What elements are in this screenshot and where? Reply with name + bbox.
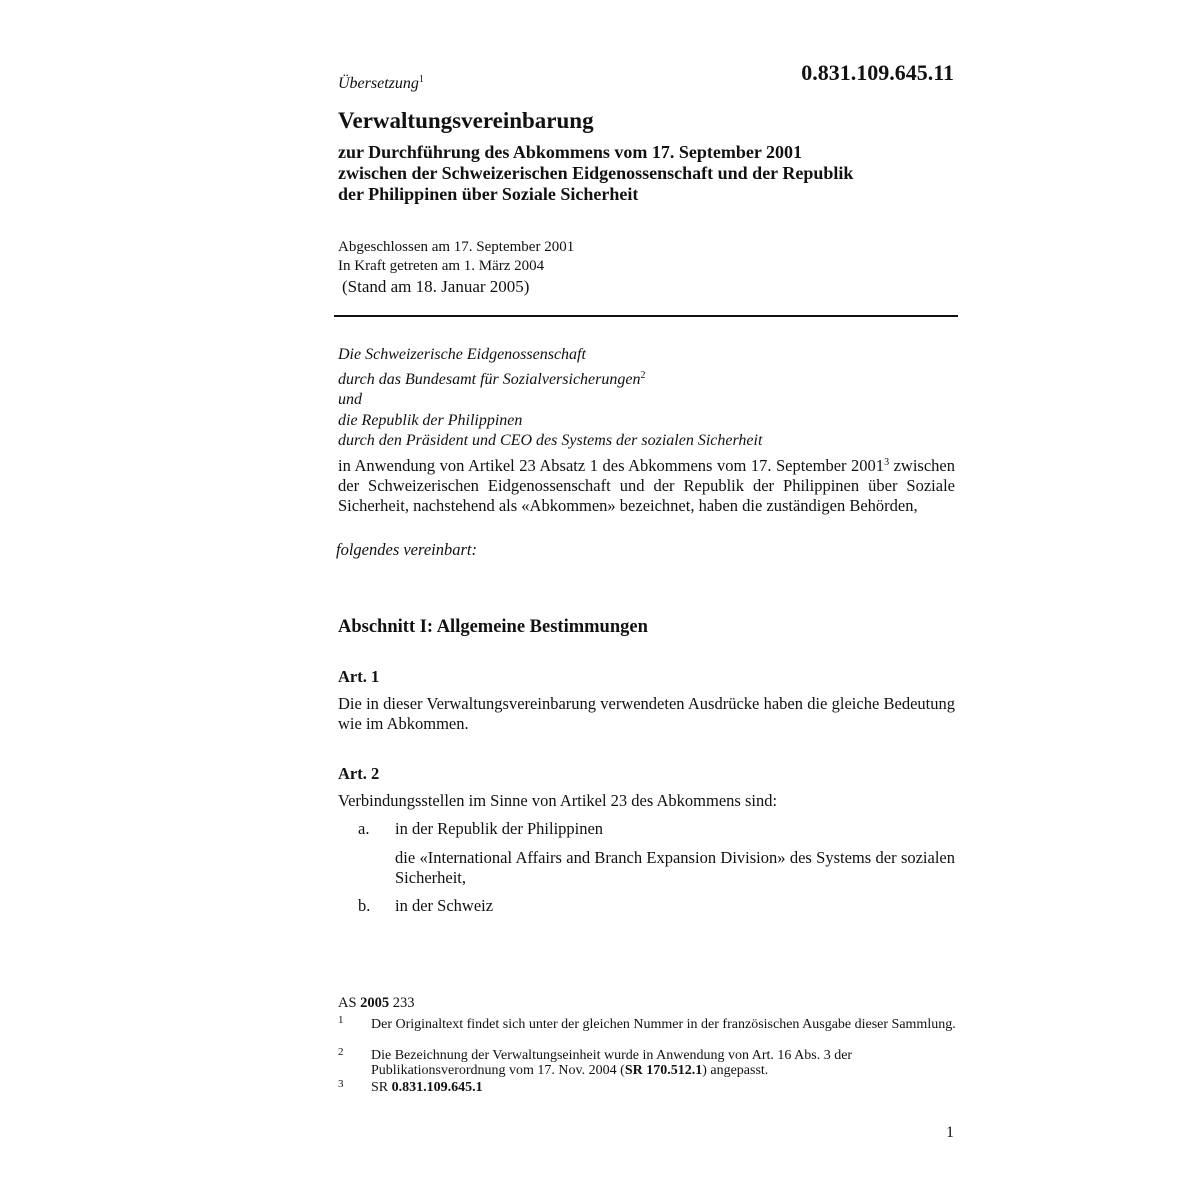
footnote-number: 3: [338, 1078, 344, 1090]
preamble-text-cont: zwischen der Schweizerischen Eidgenossenschaft und der Republik der Philippinen über Soziale Sicherheit, nachstehend als «Abkommen» bezeichnet, haben die zuständigen Behörden,: [338, 456, 955, 515]
article-2-intro: Verbindungsstellen im Sinne von Artikel 23 des Abkommens sind:: [338, 791, 778, 810]
in-force-date: In Kraft getreten am 1. März 2004: [338, 258, 545, 274]
concluded-date: Abgeschlossen am 17. September 2001: [338, 239, 575, 255]
article-1-heading: Art. 1: [338, 667, 380, 686]
footnote-text-part: Die Bezeichnung der Verwaltungseinheit wurde in Anwendung von Art. 16 Abs. 3 der Publikationsverordnung vom 17. Nov. 2004 (: [371, 1048, 853, 1078]
list-item-detail: die «International Affairs and Branch Expansion Division» des Systems der sozialen Sicherheit,: [395, 848, 955, 887]
article-1-text: Die in dieser Verwaltungsvereinbarung verwendeten Ausdrücke haben die gleiche Bedeutung wie im Abkommen.: [338, 694, 955, 733]
list-item-text: in der Republik der Philippinen: [395, 819, 604, 838]
party-line: Die Schweizerische Eidgenossenschaft: [338, 346, 586, 363]
as-page: 233: [392, 995, 415, 1011]
article-2-heading: Art. 2: [338, 764, 380, 783]
footnote-ref-3[interactable]: 3: [884, 457, 890, 468]
parties-block: [338, 345, 762, 452]
footnote-ref-1[interactable]: 1: [418, 74, 424, 85]
footnote-number: 1: [338, 1014, 344, 1026]
list-item-text: in der Schweiz: [395, 896, 494, 915]
party-line-text: durch das Bundesamt für Sozialversicherungen: [338, 370, 641, 388]
list-item-letter: a.: [358, 819, 370, 838]
subtitle-line: zwischen der Schweizerischen Eidgenossenschaft und der Republik: [338, 163, 854, 183]
party-line: und: [338, 391, 362, 408]
as-reference: [338, 995, 415, 1012]
as-year: 2005: [360, 995, 390, 1011]
section-heading: Abschnitt I: Allgemeine Bestimmungen: [338, 617, 648, 637]
subtitle-line: der Philippinen über Soziale Sicherheit: [338, 184, 639, 204]
document-subtitle: [338, 142, 958, 205]
footnote-number: 2: [338, 1046, 344, 1058]
sr-number: 0.831.109.645.11: [801, 60, 954, 85]
preamble-paragraph: [338, 453, 955, 516]
agreed-clause: folgendes vereinbart:: [336, 540, 477, 559]
footnote-sr-ref[interactable]: 0.831.109.645.1: [391, 1080, 483, 1095]
preamble-text: in Anwendung von Artikel 23 Absatz 1 des Abkommens vom 17. September 2001: [338, 456, 885, 475]
document-meta: [338, 238, 574, 297]
header-divider: [334, 315, 958, 317]
footnote-ref-2[interactable]: 2: [640, 369, 646, 381]
translation-note: [338, 74, 424, 93]
footnote-text-part: ) angepasst.: [702, 1063, 769, 1078]
footnote-sr-prefix: SR: [371, 1080, 389, 1095]
status-date: (Stand am 18. Januar 2005): [342, 277, 530, 296]
footnote-text: Der Originaltext findet sich unter der gleichen Nummer in der französischen Ausgabe dieser Sammlung.: [371, 1017, 956, 1032]
party-line: durch den Präsident und CEO des Systems der sozialen Sicherheit: [338, 432, 763, 449]
as-prefix: AS: [338, 995, 357, 1011]
footnote-text: [371, 1048, 956, 1078]
subtitle-line: zur Durchführung des Abkommens vom 17. September 2001: [338, 142, 803, 162]
footnote-sr-ref[interactable]: SR 170.512.1: [624, 1063, 703, 1078]
party-line: die Republik der Philippinen: [338, 411, 523, 429]
document-title: Verwaltungsvereinbarung: [338, 108, 594, 133]
page-number: 1: [946, 1124, 954, 1141]
translation-label: Übersetzung: [338, 75, 419, 92]
party-line: [338, 366, 762, 391]
footnote-text: [371, 1080, 956, 1095]
list-item-letter: b.: [358, 896, 371, 915]
